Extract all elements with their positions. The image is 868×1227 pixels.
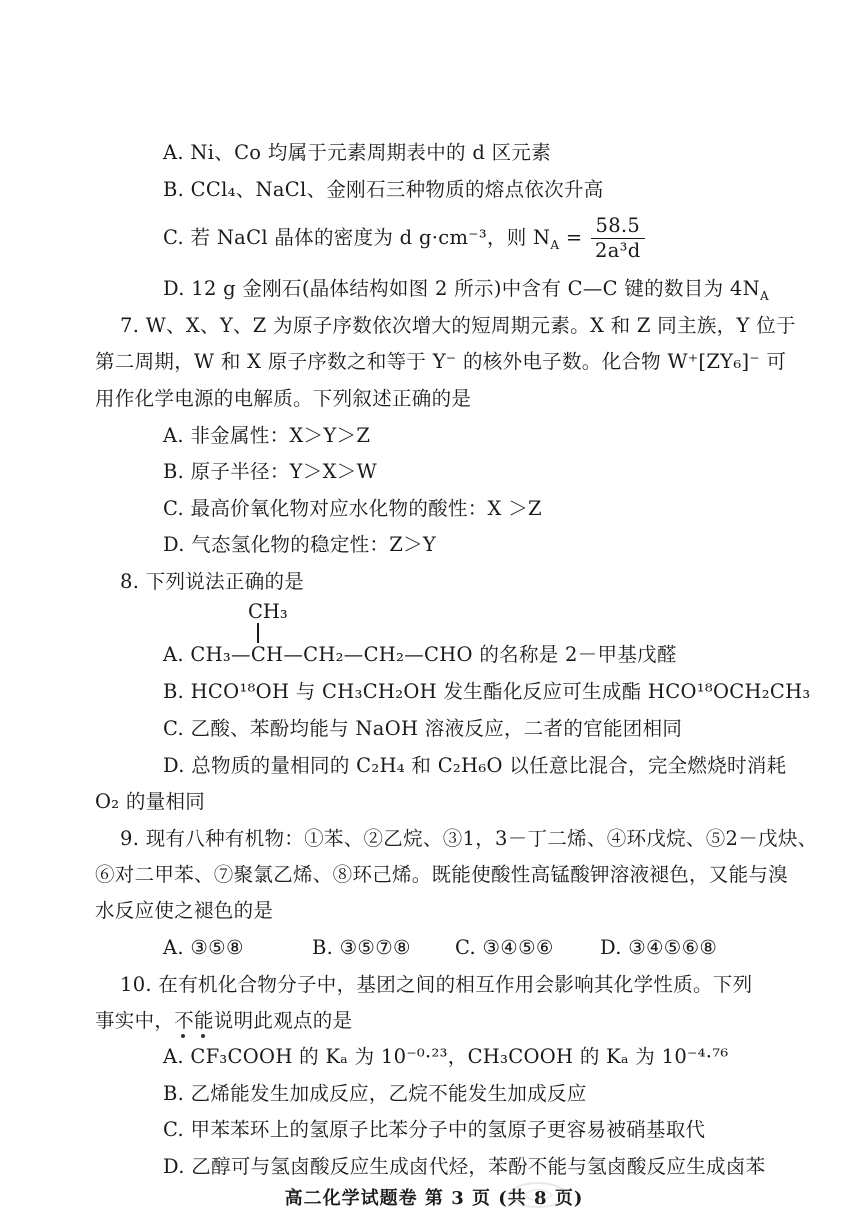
q10-stem-line-2: 事实中，不能说明此观点的是	[95, 1009, 353, 1032]
q10-option-d: D. 乙醇可与氢卤酸反应生成卤代烃，苯酚不能与氢卤酸反应生成卤苯	[163, 1155, 766, 1178]
q6-option-d-text: D. 12 g 金刚石(晶体结构如图 2 所示)中含有 C—C 键的数目为 4N	[163, 277, 760, 300]
q6-fraction-denominator: 2a³d	[595, 239, 641, 262]
q8-methyl-branch: CH₃	[248, 600, 288, 623]
q6-fraction	[591, 214, 645, 263]
q8-stem: 8. 下列说法正确的是	[120, 570, 305, 593]
q6-option-a: A. Ni、Co 均属于元素周期表中的 d 区元素	[163, 141, 552, 164]
q6-option-c-text: C. 若 NaCl 晶体的密度为 d g·cm⁻³，则 N	[163, 226, 551, 249]
q8-option-c: C. 乙酸、苯酚均能与 NaOH 溶液反应，二者的官能团相同	[163, 717, 683, 740]
q8-option-a: A. CH₃—CH—CH₂—CH₂—CHO 的名称是 2－甲基戊醛	[163, 643, 677, 666]
q7-stem-line-1: 7. W、X、Y、Z 为原子序数依次增大的短周期元素。X 和 Z 同主族，Y 位于	[120, 314, 796, 337]
q8-option-b: B. HCO¹⁸OH 与 CH₃CH₂OH 发生酯化反应可生成酯 HCO¹⁸OCH₂CH₃	[163, 680, 811, 703]
q7-option-b: B. 原子半径：Y＞X＞W	[163, 460, 377, 483]
q7-option-d: D. 气态氢化物的稳定性：Z＞Y	[163, 533, 437, 556]
q9-option-b: B. ③⑤⑦⑧	[312, 936, 411, 959]
q9-stem-line-1: 9. 现有八种有机物：①苯、②乙烷、③1，3－丁二烯、④环戊烷、⑤2－戊炔、	[120, 827, 818, 850]
page-footer: 高二化学试题卷 第 3 页 (共 8 页)	[284, 1188, 584, 1209]
q10-option-a: A. CF₃COOH 的 Kₐ 为 10⁻⁰·²³，CH₃COOH 的 Kₐ 为 10⁻⁴·⁷⁶	[163, 1045, 729, 1068]
q8-option-d-line-1: D. 总物质的量相同的 C₂H₄ 和 C₂H₆O 以任意比混合，完全燃烧时消耗	[163, 754, 787, 777]
q8-option-d-line-2: O₂ 的量相同	[95, 790, 206, 813]
q6-option-c	[163, 214, 647, 269]
q10-option-c: C. 甲苯苯环上的氢原子比苯分子中的氢原子更容易被硝基取代	[163, 1118, 706, 1141]
watermark-icon	[506, 1180, 570, 1210]
q6-option-b: B. CCl₄、NaCl、金刚石三种物质的熔点依次升高	[163, 178, 604, 201]
q9-stem-line-2: ⑥对二甲苯、⑦聚氯乙烯、⑧环己烯。既能使酸性高锰酸钾溶液褪色，又能与溴	[95, 863, 789, 886]
q9-option-d: D. ③④⑤⑥⑧	[600, 936, 718, 959]
q9-option-c: C. ③④⑤⑥	[455, 936, 554, 959]
q9-stem-line-3: 水反应使之褪色的是	[95, 899, 274, 922]
q8-branch-bond	[257, 623, 259, 643]
q6-option-d	[163, 276, 769, 309]
q6-option-c-sub: A	[550, 237, 560, 252]
q7-option-c: C. 最高价氧化物对应水化物的酸性：X ＞Z	[163, 497, 542, 520]
q10-stem-line-1: 10. 在有机化合物分子中，基团之间的相互作用会影响其化学性质。下列	[120, 973, 753, 996]
q9-option-a: A. ③⑤⑧	[163, 936, 244, 959]
q7-stem-line-2: 第二周期，W 和 X 原子序数之和等于 Y⁻ 的核外电子数。化合物 W⁺[ZY₆]⁻ 可	[95, 350, 787, 373]
emphasis-dot	[181, 1034, 185, 1038]
emphasis-dot	[201, 1034, 205, 1038]
q6-option-d-sub: A	[759, 288, 769, 303]
q7-option-a: A. 非金属性：X＞Y＞Z	[163, 424, 371, 447]
q10-option-b: B. 乙烯能发生加成反应，乙烷不能发生加成反应	[163, 1082, 587, 1105]
q6-fraction-numerator: 58.5	[591, 214, 645, 239]
q7-stem-line-3: 用作化学电源的电解质。下列叙述正确的是	[95, 387, 472, 410]
q6-option-c-eq: =	[559, 226, 590, 249]
